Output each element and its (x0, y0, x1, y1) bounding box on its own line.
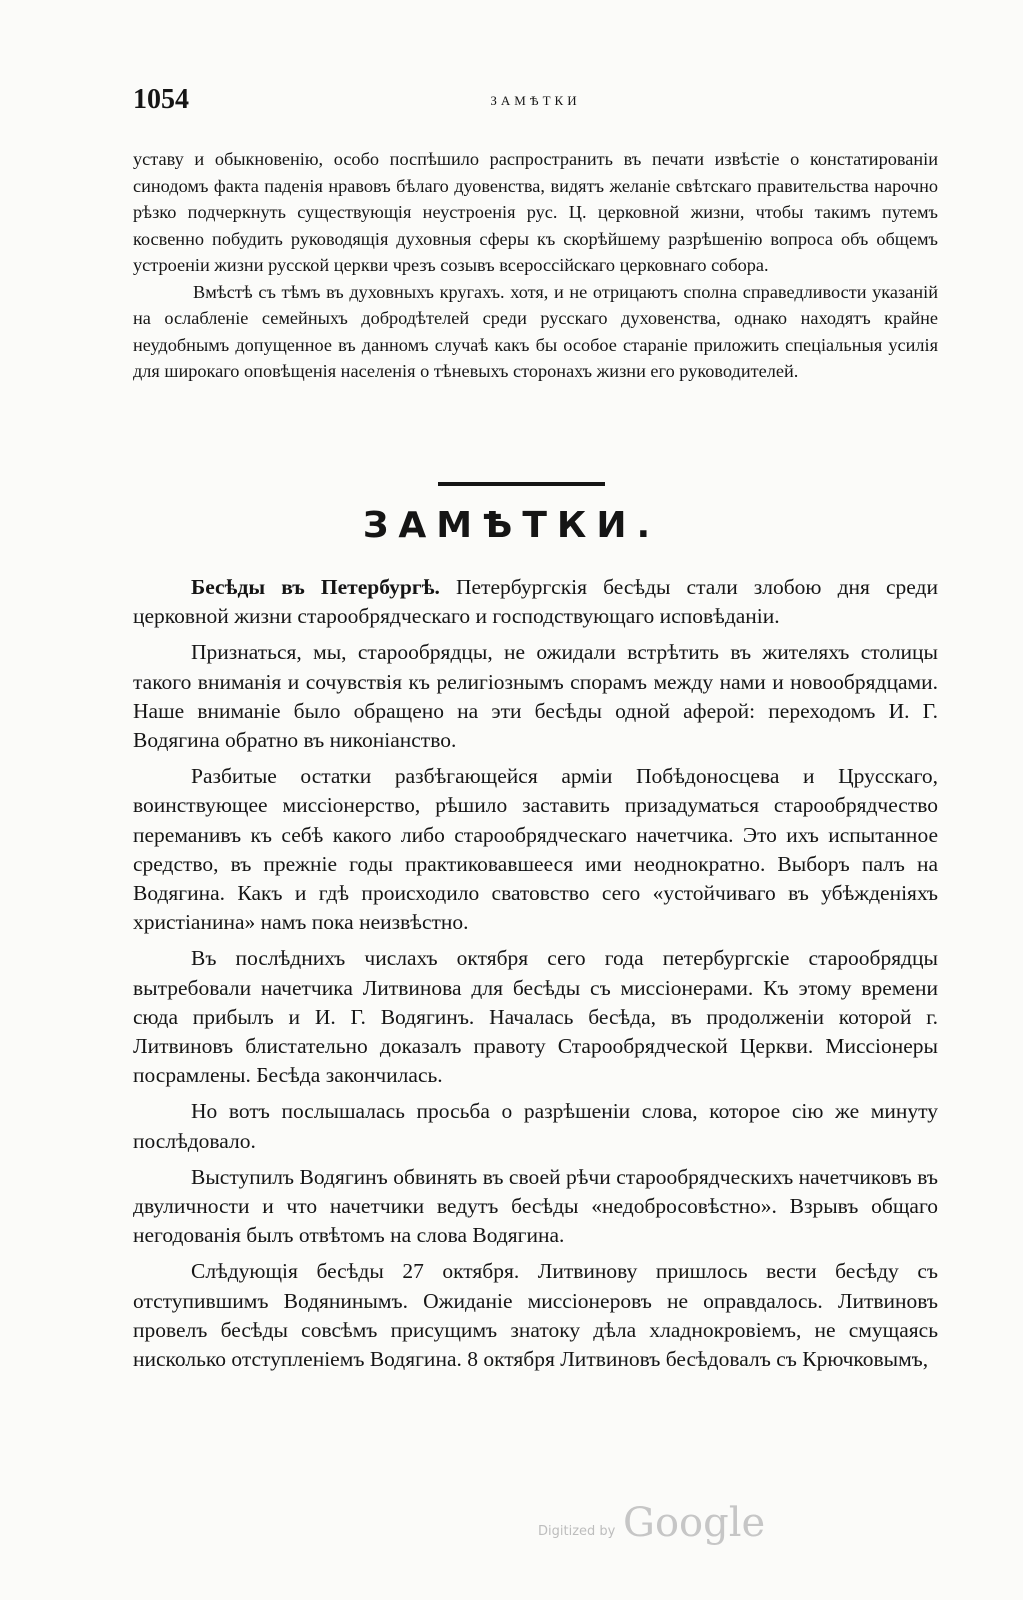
lead-text: Петербургскія бесѣды стали злобою дня среди церковной жизни старообрядческаго и господствующаго исповѣданіи. (133, 575, 938, 629)
section-divider (438, 482, 605, 486)
continued-text-block (133, 146, 938, 385)
page-number: 1054 (133, 84, 189, 115)
google-logo: Google (623, 1500, 766, 1546)
digitized-by-text: Digitized by (538, 1524, 616, 1539)
running-title: ЗАМѢТКИ (490, 93, 581, 108)
paragraph: Выступилъ Водягинъ обвинять въ своей рѣчи старообрядческихъ начетчиковъ въ двуличности и что начетчики ведутъ бесѣды «недобросовѣстно». Взрывъ общаго негодованія былъ отвѣтомъ на слова Водягина. (133, 1164, 938, 1248)
paragraph: Вмѣстѣ съ тѣмъ въ духовныхъ кругахъ. хотя, и не отрицаютъ сполна справедливости указаній на ослабленіе семейныхъ добродѣтелей среди русскаго духовенства, однако находятъ крайне неудобнымъ допущенное въ данномъ случаѣ какъ бы особое стараніе приложить спеціальныя усилія для широкаго оповѣщенія населенія о тѣневыхъ сторонахъ жизни его руководителей. (133, 281, 938, 381)
notes-text-block (133, 573, 938, 1381)
paragraph: Разбитые остатки разбѣгающейся арміи Побѣдоносцева и Црусскаго, воинствующее миссіонерство, рѣшило заставить призадуматься старообрядчество переманивъ къ себѣ какого либо старообрядческаго начетчика. Это ихъ испытанное средство, въ прежніе годы практиковавшееся ими неоднократно. Выборъ палъ на Водягина. Какъ и гдѣ происходило сватовство сего «устойчиваго въ убѣжденіяхъ христіанина» намъ пока неизвѣстно. (133, 764, 938, 935)
paragraph: Признаться, мы, старообрядцы, не ожидали встрѣтить въ жителяхъ столицы такого вниманія и сочувствія къ религіознымъ спорамъ между нами и новообрядцами. Наше вниманіе было обращено на эти бесѣды одной аферой: переходомъ И. Г. Водягина обратно въ никоніанство. (133, 640, 938, 753)
paragraph: Слѣдующія бесѣды 27 октября. Литвинову пришлось вести бесѣду съ отступившимъ Водянинымъ. Ожиданіе миссіонеровъ не оправдалось. Литвиновъ провелъ бесѣды совсѣмъ присущимъ знатоку дѣла хладнокровіемъ, не смущаясь нисколько отступленіемъ Водягина. 8 октября Литвиновъ бесѣдовалъ съ Крючковымъ, (133, 1259, 938, 1372)
paragraph: Но вотъ послышалась просьба о разрѣшеніи слова, которое сію же минуту послѣдовало. (133, 1099, 938, 1153)
paragraph: Въ послѣднихъ числахъ октября сего года петербургскіе старообрядцы вытребовали начетчика Литвинова для бесѣды съ миссіонерами. Къ этому времени сюда прибылъ и И. Г. Водягинъ. Началась бесѣда, въ продолженіи которой г. Литвиновъ блистательно доказалъ правоту Старообрядческой Церкви. Миссіонеры посрамлены. Бесѣда закончилась. (133, 946, 938, 1088)
lead-paragraph (133, 573, 938, 631)
section-title: ЗАМѢТКИ. (362, 505, 661, 546)
paragraph: уставу и обыкновенію, особо поспѣшило распространить въ печати извѣстіе о констатированіи синодомъ факта паденія нравовъ бѣлаго дуовенства, видятъ желаніе свѣтскаго правительства нарочно рѣзко подчеркнуть существующія неустроенія рус. Ц. церковной жизни, чтобы такимъ путемъ косвенно побудить руководящія духовныя сферы къ скорѣйшему разрѣшенію вопроса объ общемъ устроеніи жизни русской церкви чрезъ созывъ всероссійскаго церковнаго собора. (133, 149, 938, 275)
lead-heading: Бесѣды въ Петербургѣ. (191, 575, 440, 599)
digitized-watermark (533, 1500, 766, 1560)
page-header (133, 84, 938, 124)
